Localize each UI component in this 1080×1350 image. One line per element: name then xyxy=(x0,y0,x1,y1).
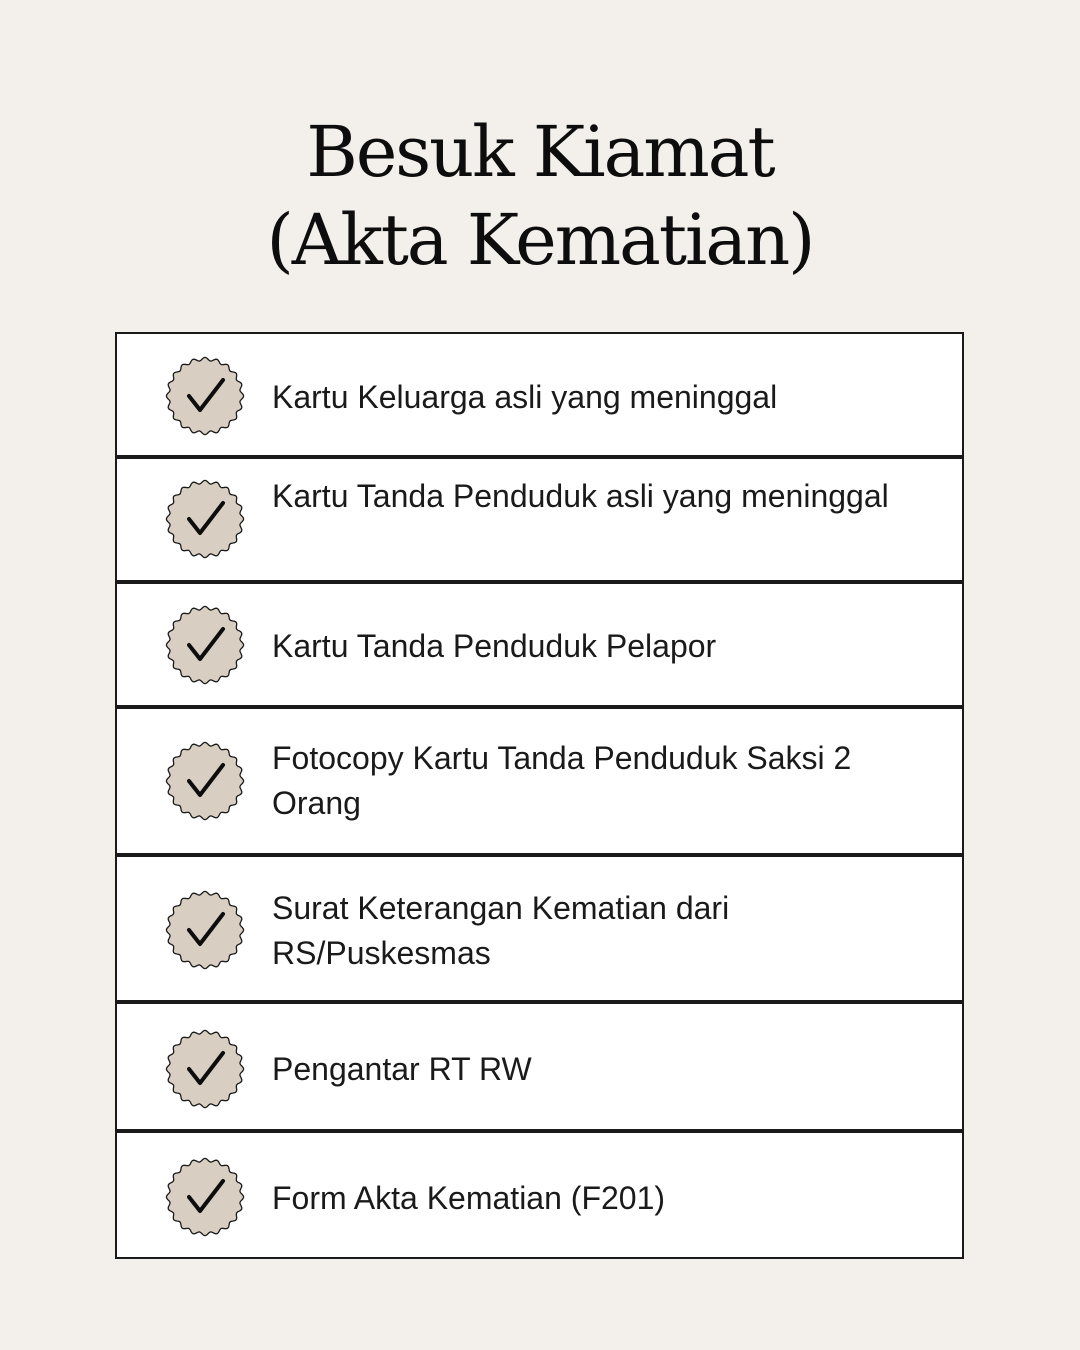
checklist-item xyxy=(115,457,964,582)
checklist-item-label: Form Akta Kematian (F201) xyxy=(272,1180,666,1216)
checkmark-badge-icon xyxy=(165,479,245,559)
checkmark-badge-icon xyxy=(165,741,245,821)
page-title-line-1: Besuk Kiamat xyxy=(306,111,774,193)
checklist-item-label: Kartu Tanda Penduduk asli yang meninggal xyxy=(272,478,889,514)
checklist-item-label: Fotocopy Kartu Tanda Penduduk Saksi 2 Orang xyxy=(272,740,852,821)
page-title-line-2: (Akta Kematian) xyxy=(266,199,814,281)
checklist-item-label: Pengantar RT RW xyxy=(272,1051,532,1087)
checklist-item xyxy=(115,1002,964,1131)
checkmark-badge-icon xyxy=(165,890,245,970)
checkmark-badge-icon xyxy=(165,1029,245,1109)
checklist-item-label: Kartu Keluarga asli yang meninggal xyxy=(272,379,778,415)
checkmark-badge-icon xyxy=(165,605,245,685)
checklist-item xyxy=(115,332,964,457)
page-title xyxy=(0,108,1080,284)
checklist-item-label: Surat Keterangan Kematian dari RS/Puskesmas xyxy=(272,890,730,971)
checklist-item xyxy=(115,1131,964,1259)
checklist-item-label: Kartu Tanda Penduduk Pelapor xyxy=(272,628,717,664)
checklist-item xyxy=(115,855,964,1002)
checkmark-badge-icon xyxy=(165,356,245,436)
checklist-item xyxy=(115,707,964,855)
checkmark-badge-icon xyxy=(165,1157,245,1237)
checklist-item xyxy=(115,582,964,707)
